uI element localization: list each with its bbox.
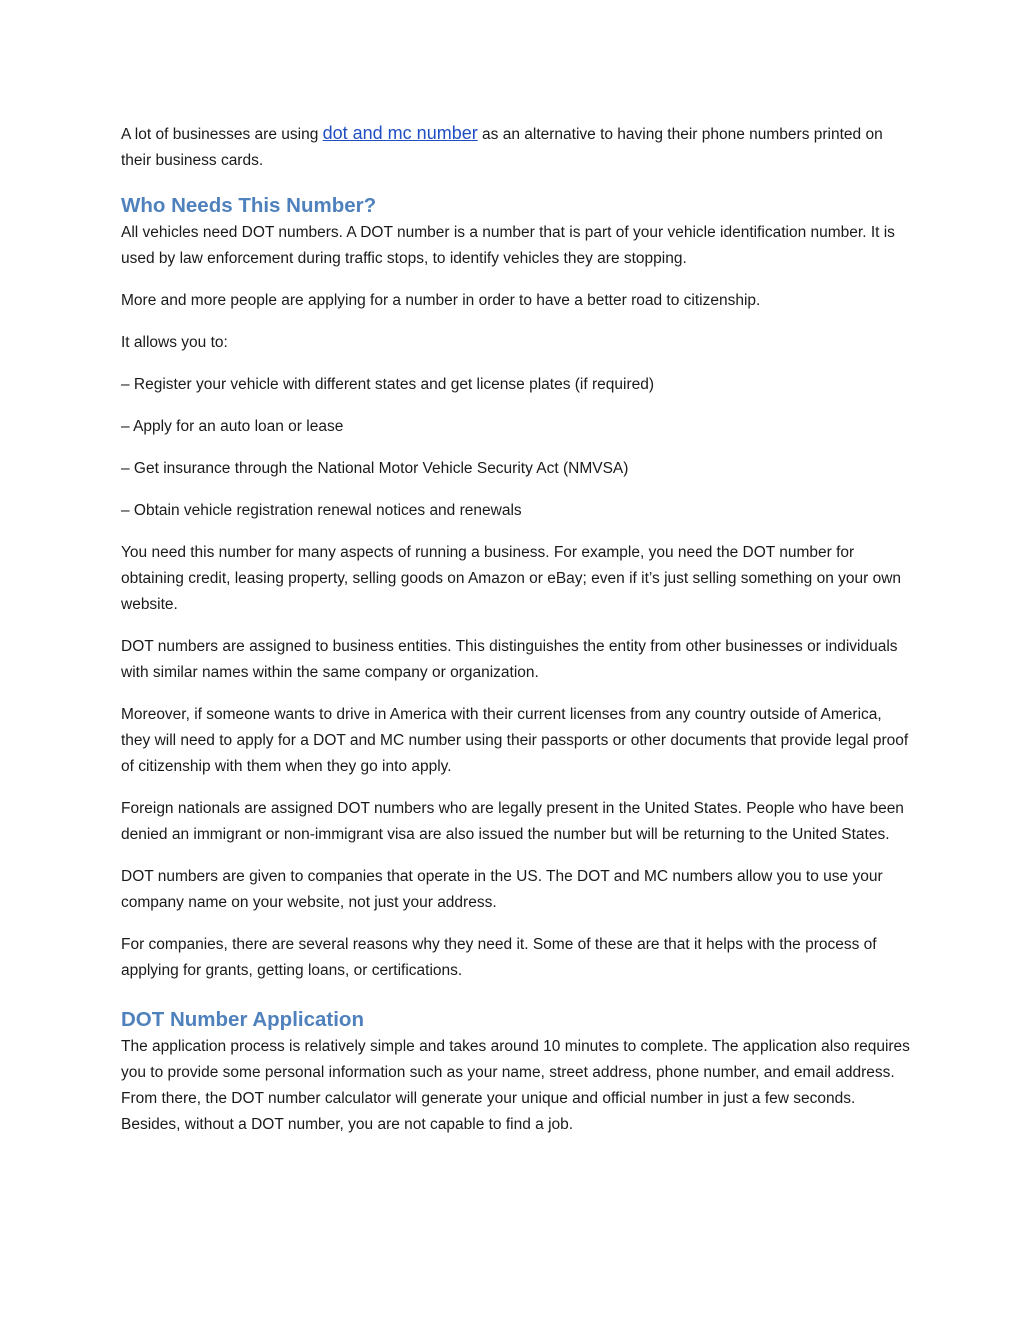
paragraph: For companies, there are several reasons why they need it. Some of these are that it helps with the process of applying for grants, getting loans, or certifications. <box>121 936 877 979</box>
paragraph: More and more people are applying for a number in order to have a better road to citizenship. <box>121 292 761 309</box>
section-heading-dot-application: DOT Number Application <box>121 1008 364 1031</box>
section-heading-who-needs: Who Needs This Number? <box>121 194 377 217</box>
paragraph: DOT numbers are assigned to business entities. This distinguishes the entity from other businesses or individuals with similar names within the same company or organization. <box>121 638 898 681</box>
list-item: – Register your vehicle with different states and get license plates (if required) <box>121 376 655 393</box>
paragraph: You need this number for many aspects of running a business. For example, you need the DOT number for obtaining credit, leasing property, selling goods on Amazon or eBay; even if it’s just selling something on your own website. <box>121 544 902 613</box>
paragraph: DOT numbers are given to companies that operate in the US. The DOT and MC numbers allow you to use your company name on your website, not just your address. <box>121 868 883 911</box>
paragraph: It allows you to: <box>121 334 228 351</box>
intro-text-before-link: A lot of businesses are using <box>121 126 323 143</box>
intro-paragraph <box>121 120 911 174</box>
paragraph: The application process is relatively simple and takes around 10 minutes to complete. The application also requires you to provide some personal information such as your name, street address, phone number, and email address. From there, the DOT number calculator will generate your unique and official number in just a few seconds. Besides, without a DOT number, you are not capable to find a job. <box>121 1038 910 1133</box>
dot-mc-number-link[interactable]: dot and mc number <box>322 123 478 143</box>
list-item: – Get insurance through the National Motor Vehicle Security Act (NMVSA) <box>121 460 629 477</box>
paragraph: All vehicles need DOT numbers. A DOT number is a number that is part of your vehicle identification number. It is used by law enforcement during traffic stops, to identify vehicles they are stopping. <box>121 224 895 267</box>
paragraph: Foreign nationals are assigned DOT numbers who are legally present in the United States. People who have been denied an immigrant or non-immigrant visa are also issued the number but will be returning to the United States. <box>121 800 904 843</box>
paragraph: Moreover, if someone wants to drive in America with their current licenses from any country outside of America, they will need to apply for a DOT and MC number using their passports or other documents that provide legal proof of citizenship with them when they go into apply. <box>121 706 909 775</box>
document-page <box>121 120 911 1154</box>
list-item: – Apply for an auto loan or lease <box>121 418 344 435</box>
list-item: – Obtain vehicle registration renewal notices and renewals <box>121 502 522 519</box>
intro-text-after-link: as an alternative to having their phone numbers printed on their business cards. <box>121 126 883 169</box>
